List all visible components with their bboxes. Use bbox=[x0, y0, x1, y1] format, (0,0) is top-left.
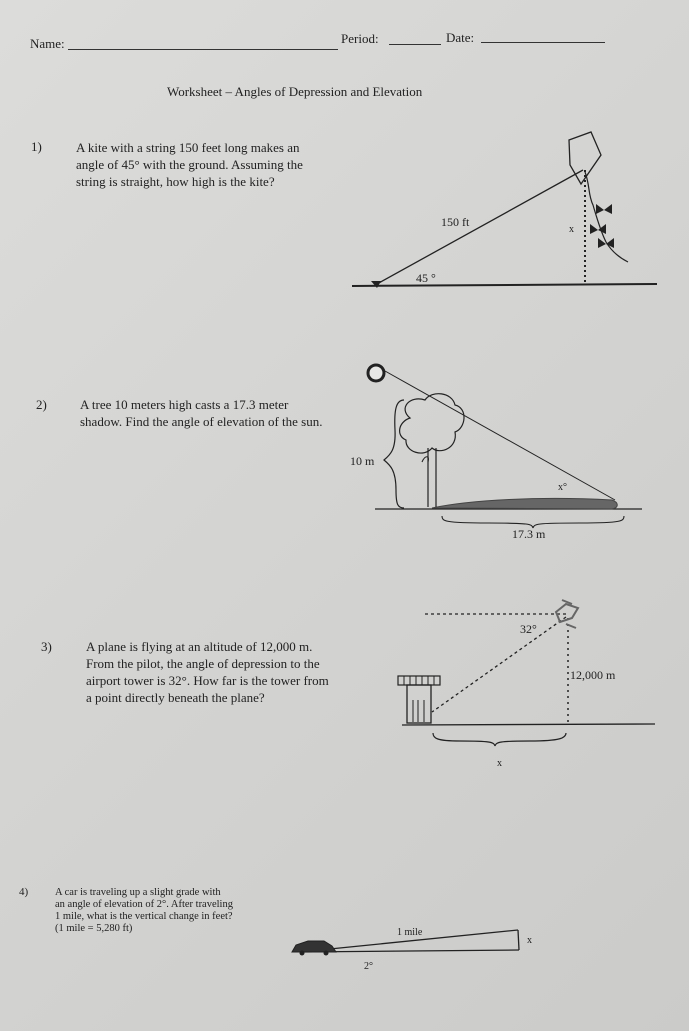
tree-angle-label: x° bbox=[558, 482, 567, 493]
question-3-number: 3) bbox=[41, 639, 52, 654]
question-4-line-1: A car is traveling up a slight grade with bbox=[55, 887, 221, 898]
car-icon bbox=[292, 941, 336, 952]
car-hyp-label: 1 mile bbox=[397, 927, 423, 938]
tree-shadow bbox=[432, 498, 617, 509]
question-4-number: 4) bbox=[19, 886, 29, 898]
kite-ground-line bbox=[352, 284, 657, 286]
worksheet-title: Worksheet – Angles of Depression and Elevation bbox=[167, 84, 423, 99]
question-1-line-2: angle of 45° with the ground. Assuming the bbox=[76, 157, 303, 172]
tree-height-label: 10 m bbox=[350, 454, 375, 468]
tree-diagram bbox=[368, 365, 642, 528]
sun-ray-line bbox=[385, 371, 615, 500]
question-1-number: 1) bbox=[31, 139, 42, 154]
car-unknown-label: x bbox=[527, 935, 532, 946]
tower-windows bbox=[404, 676, 434, 685]
question-2-line-2: shadow. Find the angle of elevation of the sun. bbox=[80, 414, 323, 429]
question-3-line-2: From the pilot, the angle of depression to the bbox=[86, 656, 320, 671]
kite-bow-2 bbox=[590, 224, 606, 234]
tree-trunk bbox=[428, 448, 436, 507]
plane-unknown-label: x bbox=[497, 758, 502, 769]
kite-bow-1 bbox=[596, 204, 612, 214]
question-4-line-2: an angle of elevation of 2°. After traveling bbox=[55, 899, 233, 910]
question-2-line-1: A tree 10 meters high casts a 17.3 meter bbox=[80, 397, 289, 412]
car-vertical-line bbox=[518, 930, 519, 950]
kite-unknown-label: x bbox=[569, 224, 574, 235]
car-wheel-front bbox=[300, 951, 305, 956]
question-4-line-3: 1 mile, what is the vertical change in feet? bbox=[55, 911, 233, 922]
kite-diagram bbox=[352, 132, 657, 288]
tower-lines bbox=[413, 700, 424, 722]
plane-angle-label: 32° bbox=[520, 622, 537, 636]
car-wheel-rear bbox=[324, 951, 329, 956]
car-angle-label: 2° bbox=[364, 961, 373, 972]
question-4-line-4: (1 mile = 5,280 ft) bbox=[55, 923, 133, 934]
question-3-line-4: a point directly beneath the plane? bbox=[86, 690, 265, 705]
tower-body bbox=[407, 685, 431, 723]
question-1-line-1: A kite with a string 150 feet long makes an bbox=[76, 140, 300, 155]
kite-angle-label: 45 ° bbox=[416, 271, 436, 285]
sun-icon bbox=[368, 365, 384, 381]
plane-sightline-dashed bbox=[432, 617, 566, 712]
tree-base-label: 17.3 m bbox=[512, 527, 546, 541]
kite-hyp-label: 150 ft bbox=[441, 215, 470, 229]
plane-ground-line bbox=[402, 724, 655, 725]
question-3-line-1: A plane is flying at an altitude of 12,000 m. bbox=[86, 639, 313, 654]
name-label: Name: bbox=[30, 36, 65, 51]
kite-tail bbox=[585, 172, 628, 262]
question-3-line-3: airport tower is 32°. How far is the tower from bbox=[86, 673, 329, 688]
plane-height-label: 12,000 m bbox=[570, 668, 616, 682]
tree-canopy bbox=[400, 394, 464, 453]
period-label: Period: bbox=[341, 31, 379, 46]
plane-base-brace bbox=[433, 733, 566, 746]
date-label: Date: bbox=[446, 30, 475, 45]
question-2-number: 2) bbox=[36, 397, 47, 412]
kite-person-marker bbox=[371, 281, 381, 288]
question-1-line-3: string is straight, how high is the kite? bbox=[76, 174, 275, 189]
kite-string bbox=[377, 170, 583, 284]
tree-height-brace bbox=[384, 400, 404, 508]
